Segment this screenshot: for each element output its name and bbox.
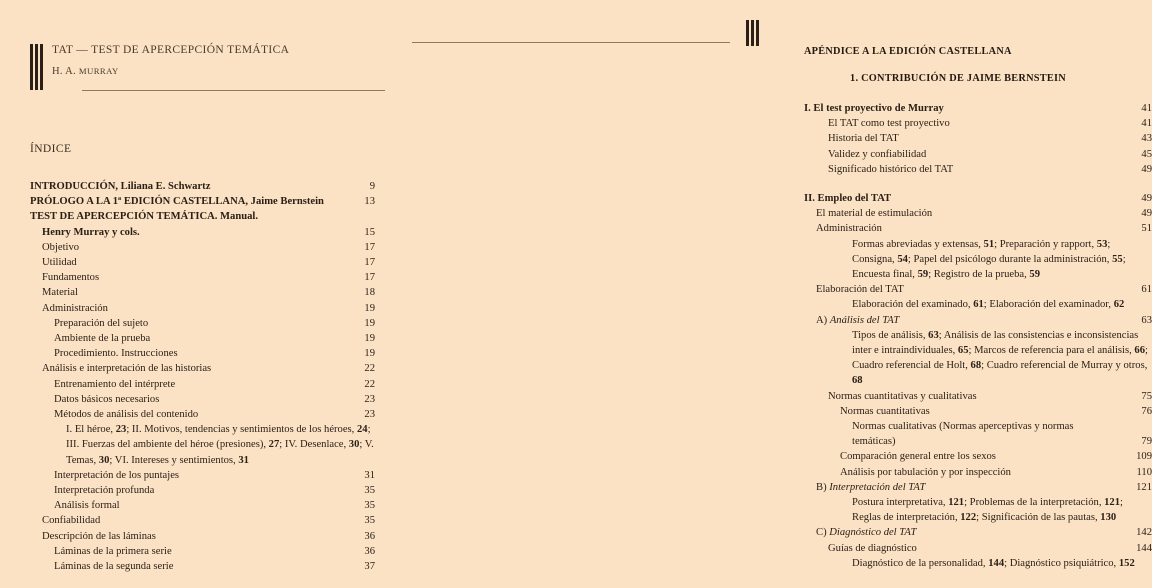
toc-entry[interactable]: [30, 240, 375, 255]
page-number: 36: [364, 545, 375, 557]
page-number: 9: [369, 181, 375, 192]
toc-entry[interactable]: [804, 313, 1152, 328]
page-number: 17: [364, 241, 375, 253]
page-number: 15: [364, 226, 375, 238]
page-number: 49: [1141, 163, 1152, 175]
toc-entry[interactable]: [804, 404, 1152, 419]
page-number: 18: [364, 287, 375, 299]
page-number: 109: [1136, 451, 1152, 463]
leader-dots: [899, 438, 1129, 449]
page-number: 13: [364, 196, 375, 208]
left-toc: [30, 179, 375, 574]
toc-entry[interactable]: [30, 392, 375, 407]
page-number: 76: [1141, 405, 1152, 417]
contribution-heading: 1. CONTRIBUCIÓN DE JAIME BERNSTEIN: [850, 73, 1066, 84]
leader-dots: [153, 335, 352, 346]
page-number: 35: [364, 500, 375, 512]
page-number: 45: [1141, 148, 1152, 160]
toc-entry[interactable]: [30, 209, 375, 224]
page-number: 51: [1141, 223, 1152, 235]
leader-dots: [103, 518, 352, 529]
leader-dots: [980, 393, 1129, 404]
page-number: 31: [364, 469, 375, 481]
page-number: 19: [364, 348, 375, 360]
toc-entry[interactable]: [30, 331, 375, 346]
leader-dots: [201, 411, 352, 422]
leader-dots: [123, 502, 352, 513]
toc-entry-label: Interpretación de los puntajes: [54, 469, 180, 481]
toc-entry[interactable]: [804, 101, 1152, 116]
leader-dots: [111, 305, 352, 316]
toc-entry-label: Análisis formal: [54, 500, 120, 512]
leader-dots: [1014, 469, 1125, 480]
right-inline-block-2: Elaboración del examinado, 61; Elaboración del examinador, 62: [852, 299, 1125, 311]
toc-entry-label: A) Análisis del TAT: [816, 314, 900, 326]
running-head-title: TAT — TEST DE APERCEPCIÓN TEMÁTICA: [52, 44, 290, 56]
qualitative-norms-line1: Normas cualitativas (Normas aperceptivas y normas: [852, 421, 1074, 433]
right-toc-group-1: [804, 101, 1152, 177]
toc-entry[interactable]: [30, 225, 375, 240]
toc-entry-label: TEST DE APERCEPCIÓN TEMÁTICA. Manual.: [30, 211, 259, 223]
toc-entry-label: Confiabilidad: [42, 515, 101, 527]
page-number: 17: [364, 272, 375, 284]
toc-entry-label: PRÓLOGO A LA 1ª EDICIÓN CASTELLANA, Jaime Bernstein: [30, 196, 324, 208]
leader-dots: [181, 350, 352, 361]
toc-entry[interactable]: [30, 255, 375, 270]
toc-entry[interactable]: [804, 541, 1152, 556]
toc-entry-label: Análisis por tabulación y por inspección: [840, 466, 1011, 478]
right-toc-group-2: [804, 191, 1152, 237]
page-number: 36: [364, 530, 375, 542]
right-inline-block-1: Formas abreviadas y extensas, 51; Preparación y rapport, 53; Consigna, 54; Papel del psicólogo durante la administración, 55; Encuesta final, 59; Registro de la prueba, 59: [852, 238, 1126, 281]
leader-dots: [999, 454, 1125, 465]
toc-entry-label: Datos básicos necesarios: [54, 393, 160, 405]
page-number: 142: [1136, 527, 1152, 539]
toc-entry[interactable]: [804, 465, 1152, 480]
leader-dots: [928, 484, 1125, 495]
leader-dots: [159, 533, 352, 544]
toc-entry[interactable]: [804, 131, 1152, 146]
page-number: 79: [1141, 436, 1152, 448]
toc-entry[interactable]: [804, 162, 1152, 177]
qualitative-norms-line2: [804, 434, 1152, 449]
toc-entry-label: Material: [42, 287, 78, 299]
page-number: 22: [364, 363, 375, 375]
right-toc: [804, 46, 1152, 571]
right-running-head: [412, 20, 764, 50]
leader-dots: [933, 408, 1129, 419]
right-toc-group-3: [804, 282, 1152, 297]
right-header-rule: [412, 42, 730, 43]
toc-entry[interactable]: [30, 301, 375, 316]
toc-entry-label: II. Empleo del TAT: [804, 193, 892, 205]
toc-entry[interactable]: [30, 346, 375, 361]
toc-entry[interactable]: [804, 206, 1152, 221]
toc-entry[interactable]: [804, 449, 1152, 464]
right-inline-block-3: Tipos de análisis, 63; Análisis de las consistencias e inconsistencias inter e intraindividuales, 65; Marcos de referencia para el análisis, 66; Cuadro referencial de Holt, 68; Cuadro referencial de Murray y otros, 68: [852, 329, 1148, 387]
decorative-bars-icon: [30, 44, 44, 90]
toc-entry-label: Láminas de la primera serie: [54, 545, 172, 557]
right-toc-group-5: [804, 389, 1152, 419]
page-number: 63: [1141, 314, 1152, 326]
left-inline-block-1: I. El héroe, 23; II. Motivos, tendencias y sentimientos de los héroes, 24; III. Fuerzas del ambiente del héroe (presiones), 27; IV. Desenlace, 30; V. Temas, 30; VI. Intereses y sentimientos, 31: [66, 424, 374, 466]
page-number: 17: [364, 257, 375, 269]
toc-entry[interactable]: [804, 282, 1152, 297]
decorative-bars-icon-right: [746, 20, 760, 46]
toc-entry-label: Análisis e interpretación de las historias: [42, 363, 212, 375]
leader-dots: [182, 472, 352, 483]
toc-entry-label: Descripción de las láminas: [42, 530, 156, 542]
leader-dots: [82, 244, 352, 255]
leader-dots: [953, 120, 1129, 131]
toc-entry-label: Ambiente de la prueba: [54, 333, 151, 345]
toc-entry[interactable]: [804, 389, 1152, 404]
appendix-heading: APÉNDICE A LA EDICIÓN CASTELLANA: [804, 46, 1012, 57]
left-running-head: [30, 44, 360, 92]
leader-dots: [956, 166, 1129, 177]
toc-entry-label: B) Interpretación del TAT: [816, 481, 926, 493]
toc-entry[interactable]: [804, 525, 1152, 540]
toc-entry-label: Guías de diagnóstico: [828, 542, 917, 554]
toc-entry[interactable]: [30, 468, 375, 483]
toc-entry[interactable]: [804, 116, 1152, 131]
toc-entry-label: Normas cuantitativas y cualitativas: [828, 390, 977, 402]
leader-dots: [175, 548, 352, 559]
toc-entry[interactable]: [30, 559, 375, 574]
leader-dots: [143, 229, 352, 240]
toc-entry-label: Láminas de la segunda serie: [54, 561, 174, 573]
left-header-rule: [82, 90, 385, 91]
leader-dots: [902, 136, 1129, 147]
running-head-author: [52, 66, 119, 77]
toc-entry[interactable]: [30, 316, 375, 331]
toc-entry-label: Administración: [42, 302, 108, 314]
toc-entry[interactable]: [804, 480, 1152, 495]
toc-entry-label: Objetivo: [42, 241, 80, 253]
leader-dots: [920, 545, 1125, 556]
right-toc-group-6: [804, 449, 1152, 495]
page-number: 35: [364, 515, 375, 527]
page-number: 41: [1141, 103, 1152, 114]
toc-entry[interactable]: [804, 191, 1152, 206]
page-number: 37: [364, 561, 375, 573]
leader-dots: [214, 366, 352, 377]
page-number: 41: [1141, 118, 1152, 130]
toc-entry-label: Administración: [816, 223, 882, 235]
toc-entry[interactable]: [30, 483, 375, 498]
page-number: 23: [364, 393, 375, 405]
leader-dots: [947, 105, 1129, 116]
toc-entry[interactable]: [30, 498, 375, 513]
leader-dots: [151, 320, 352, 331]
toc-entry-label: Preparación del sujeto: [54, 317, 149, 329]
leader-dots: [929, 151, 1129, 162]
page-number: 110: [1136, 466, 1152, 478]
page-number: 61: [1141, 284, 1152, 296]
page-number: 144: [1136, 542, 1152, 554]
page-number: 35: [364, 485, 375, 497]
toc-entry[interactable]: [30, 270, 375, 285]
page-number: 43: [1141, 133, 1152, 145]
toc-entry[interactable]: [30, 377, 375, 392]
leader-dots: [157, 487, 352, 498]
toc-entry-label: C) Diagnóstico del TAT: [816, 527, 917, 539]
toc-entry-label: Validez y confiabilidad: [828, 148, 927, 160]
toc-entry-label: Interpretación profunda: [54, 485, 155, 497]
toc-entry-label: Fundamentos: [42, 272, 100, 284]
toc-entry-label: El TAT como test proyectivo: [828, 118, 950, 130]
left-toc-group-2: [30, 468, 375, 574]
right-toc-group-4: [804, 313, 1152, 328]
page-number: 19: [364, 302, 375, 314]
leader-dots: [213, 183, 352, 194]
leader-dots: [907, 286, 1129, 297]
page-number: 23: [364, 409, 375, 421]
leader-dots: [261, 214, 352, 225]
toc-entry-label: INTRODUCCIÓN, Liliana E. Schwartz: [30, 181, 211, 192]
page-number: 19: [364, 333, 375, 345]
leader-dots: [935, 210, 1129, 221]
leader-dots: [902, 317, 1129, 328]
index-label: ÍNDICE: [30, 143, 72, 155]
toc-entry[interactable]: [30, 529, 375, 544]
toc-entry[interactable]: [30, 513, 375, 528]
leader-dots: [81, 290, 352, 301]
right-page: [396, 0, 1152, 588]
page-number: 49: [1141, 208, 1152, 220]
running-head-author-initials: H. A.: [52, 66, 79, 77]
right-toc-group-7: [804, 525, 1152, 555]
toc-entry-label: Elaboración del TAT: [816, 284, 904, 296]
toc-entry[interactable]: [30, 407, 375, 422]
toc-entry-label: Significado histórico del TAT: [828, 163, 954, 175]
right-inline-block-4: Postura interpretativa, 121; Problemas de la interpretación, 121; Reglas de interpretación, 122; Significación de las pautas, 130: [852, 497, 1123, 524]
leader-dots: [178, 381, 352, 392]
leader-dots: [885, 226, 1129, 237]
toc-entry-label: Utilidad: [42, 257, 77, 269]
qualitative-norms-label: temáticas): [852, 436, 896, 448]
toc-entry[interactable]: [30, 194, 375, 209]
leader-dots: [919, 530, 1125, 541]
toc-entry[interactable]: [804, 221, 1152, 236]
toc-entry-label: I. El test proyectivo de Murray: [804, 103, 944, 114]
running-head-author-surname: MURRAY: [78, 66, 119, 76]
toc-entry-label: Historia del TAT: [828, 133, 899, 145]
leader-dots: [162, 396, 352, 407]
toc-entry[interactable]: [30, 544, 375, 559]
toc-entry-label: Entrenamiento del intérprete: [54, 378, 176, 390]
left-toc-group-1: [30, 179, 375, 422]
page-number: 49: [1141, 193, 1152, 205]
toc-entry-label: Normas cuantitativas: [840, 405, 930, 417]
leader-dots: [102, 274, 352, 285]
right-inline-block-5: Diagnóstico de la personalidad, 144; Diagnóstico psiquiátrico, 152: [852, 557, 1135, 569]
toc-entry[interactable]: [30, 179, 375, 194]
toc-entry-label: El material de estimulación: [816, 208, 933, 220]
toc-entry-label: Henry Murray y cols.: [42, 226, 140, 238]
toc-entry[interactable]: [804, 147, 1152, 162]
page-number: 22: [364, 378, 375, 390]
leader-dots: [327, 198, 352, 209]
page-number: 75: [1141, 390, 1152, 402]
leader-dots: [894, 195, 1129, 206]
toc-entry[interactable]: [30, 285, 375, 300]
left-page: [0, 0, 396, 588]
leader-dots: [80, 259, 352, 270]
toc-entry-label: Procedimiento. Instrucciones: [54, 348, 178, 360]
toc-entry-label: Comparación general entre los sexos: [840, 451, 996, 463]
page-number: 121: [1136, 481, 1152, 493]
toc-entry[interactable]: [30, 361, 375, 376]
page-number: 19: [364, 317, 375, 329]
toc-entry-label: Métodos de análisis del contenido: [54, 409, 199, 421]
leader-dots: [176, 563, 352, 574]
